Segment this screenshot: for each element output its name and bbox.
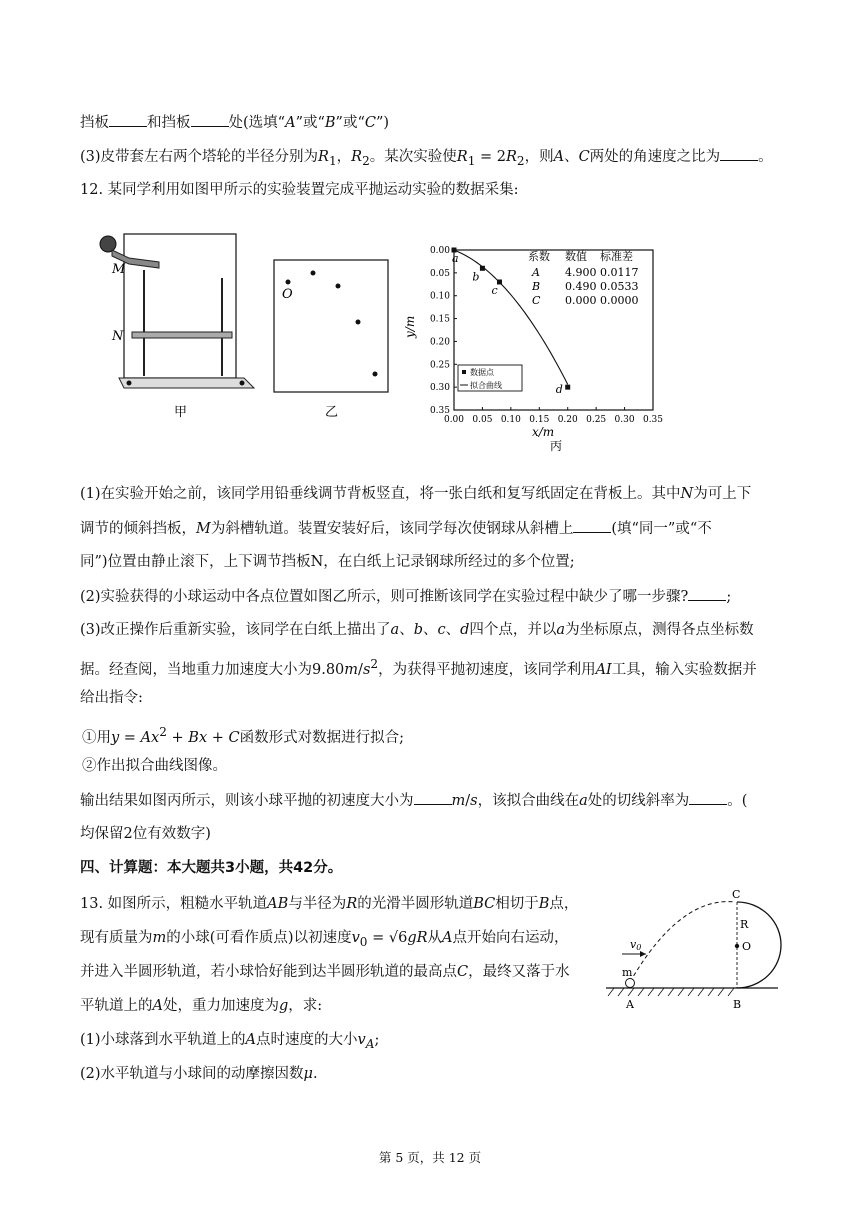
blank[interactable] (689, 790, 727, 805)
x-tick-label: 0.30 (614, 415, 635, 425)
caption-yi: 乙 (325, 405, 339, 420)
q13-line4: 平轨道上的A处，重力加速度为g，求: (80, 998, 323, 1014)
blank[interactable] (573, 518, 611, 533)
table-cell: 0.0117 (600, 266, 639, 279)
q13-line3: 并进入半圆形轨道，若小球恰好能到达半圆形轨道的最高点C，最终又落于水 (80, 964, 570, 980)
label-a: A (626, 998, 634, 1011)
x-axis-label: x/m (532, 425, 555, 439)
point-label: d (555, 383, 563, 397)
table-cell: 0.490 (565, 280, 597, 293)
table-cell: 0.000 (565, 294, 597, 307)
text-line-l2: (3)皮带套左右两个塔轮的半径分别为$R_1$，$R_2$。某次实验使$R_1 = 2R_2$，则A、C两处的角速度之比为 。 (80, 146, 773, 171)
label-o: O (282, 287, 293, 302)
caption-bing: 丙 (550, 439, 563, 453)
label-c: C (732, 888, 741, 901)
section-heading: 四、计算题：本大题共3小题，共42分。 (80, 860, 343, 876)
q12-part3-line1: (3)改正操作后重新实验，该同学在白纸上描出了a、b、c、d四个点，并以a为坐标原点，测得各点坐标数 (80, 622, 754, 638)
figure-bing-chart (400, 238, 670, 458)
y-tick-label: 0.00 (429, 246, 450, 256)
page-footer: 第 5 页，共 12 页 (378, 1150, 482, 1165)
blank[interactable] (191, 112, 229, 127)
table-header-cell: 系数 (528, 250, 550, 263)
label-b: B (733, 998, 742, 1011)
fit-curve (454, 250, 568, 384)
question-12-title: 12. 某同学利用如图甲所示的实验装置完成平抛运动实验的数据采集: (80, 182, 519, 198)
table-header-cell: 数值 (565, 250, 587, 263)
legend-marker (462, 370, 466, 374)
y-tick-label: 0.25 (429, 360, 450, 371)
y-tick-label: 0.15 (429, 314, 450, 325)
x-tick-label: 0.25 (586, 415, 607, 425)
label-r: R (740, 918, 749, 931)
table-cell: 0.0000 (600, 294, 639, 307)
x-tick-label: 0.20 (557, 415, 578, 425)
q12-part1-line1: (1)在实验开始之前，该同学用铅垂线调节背板竖直，将一张白纸和复写纸固定在背板上。其中N为可上下 (80, 486, 752, 502)
y-tick-label: 0.30 (429, 383, 450, 394)
point-label: c (491, 284, 498, 297)
y-tick-label: 0.05 (429, 268, 450, 279)
label-m: M (112, 262, 126, 277)
figure-yi-points (270, 256, 394, 426)
blank[interactable] (414, 790, 452, 805)
table-cell: C (532, 294, 541, 307)
x-tick-label: 0.35 (642, 415, 664, 425)
figure-jia-apparatus (94, 228, 264, 428)
q12-part3-line3: 给出指令: (80, 690, 143, 706)
data-point (565, 385, 570, 390)
x-tick-label: 0.05 (472, 415, 493, 425)
point-label: a (452, 252, 459, 265)
data-point (480, 266, 485, 271)
label-n: N (112, 329, 124, 344)
data-point (497, 280, 502, 285)
figure-q13-track (600, 886, 790, 1016)
q12-part1-line3: 同”)位置由静止滚下，上下调节挡板N，在白纸上记录钢球所经过的多个位置; (80, 554, 575, 570)
legend-points-label: 数据点 (470, 368, 494, 377)
instruction-1: ①用$y = Ax^2 + Bx + C$函数形式对数据进行拟合; (82, 725, 405, 746)
table-cell: 0.0533 (600, 280, 639, 293)
blank[interactable] (720, 146, 758, 161)
q13-line1: 13. 如图所示，粗糙水平轨道AB与半径为R的光滑半圆形轨道BC相切于B点， (80, 896, 579, 912)
table-cell: B (532, 280, 541, 293)
table-cell: A (532, 266, 540, 279)
blank[interactable] (109, 112, 147, 127)
table-header-cell: 标准差 (600, 250, 633, 263)
caption-jia: 甲 (174, 405, 188, 420)
output-line2: 均保留2位有效数字) (80, 826, 211, 842)
output-line1: 输出结果如图丙所示，则该小球平抛的初速度大小为 m/s，该拟合曲线在a处的切线斜率为 。( (80, 790, 747, 811)
label-o-center: O (742, 940, 752, 953)
y-tick-label: 0.10 (429, 291, 450, 302)
y-axis-label: y/m (403, 315, 417, 338)
q13-line2: 现有质量为m的小球(可看作质点)以初速度$v_0 = √6gR$从A点开始向右运动， (80, 930, 569, 949)
legend-curve-label: 拟合曲线 (470, 381, 502, 390)
q12-part3-line2: 据。经查阅，当地重力加速度大小为$9.80m/s^2$，为获得平抛初速度，该同学利用AI工具，输入实验数据并 (80, 657, 757, 678)
q12-part1-line2: 调节的倾斜挡板，M为斜槽轨道。装置安装好后，该同学每次使钢球从斜槽上 (填“同一”或“不 (80, 518, 712, 539)
label-m-ball: m (622, 966, 633, 979)
y-tick-label: 0.20 (429, 337, 450, 348)
x-tick-label: 0.15 (529, 415, 550, 425)
point-label: b (472, 270, 480, 284)
label-v0: v0 (630, 938, 642, 952)
q12-part2: (2)实验获得的小球运动中各点位置如图乙所示，则可推断该同学在实验过程中缺少了哪一步骤? ; (80, 586, 731, 607)
x-tick-label: 0.00 (443, 415, 465, 425)
text-line-l1: 挡板 和挡板 处(选填“A”或“B”或“C”) (80, 112, 389, 133)
q13-part1: (1)小球落到水平轨道上的A点时速度的大小$v_A$; (80, 1032, 380, 1051)
table-cell: 4.900 (565, 266, 597, 279)
blank[interactable] (688, 586, 726, 601)
q13-part2: (2)水平轨道与小球间的动摩擦因数μ. (80, 1066, 318, 1082)
x-tick-label: 0.10 (500, 415, 521, 425)
y-tick-label: 0.35 (429, 406, 450, 416)
instruction-2: ②作出拟合曲线图像。 (82, 758, 227, 774)
